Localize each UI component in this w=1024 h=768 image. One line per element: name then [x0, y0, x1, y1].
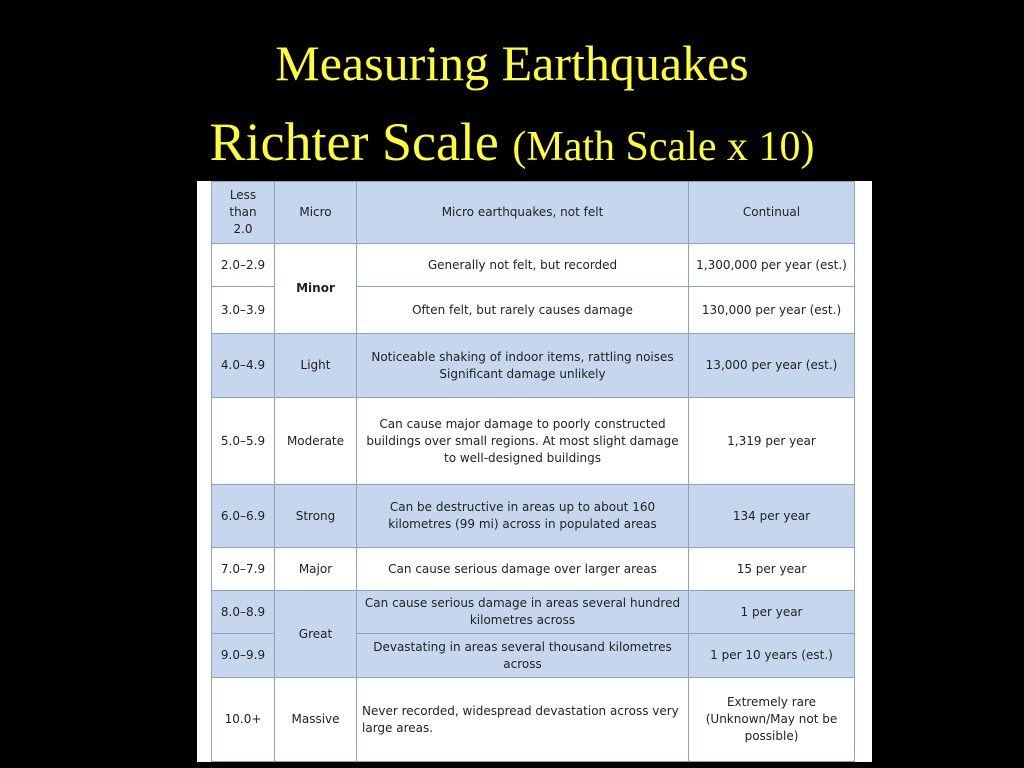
effects-cell: Can be destructive in areas up to about 160 kilometres (99 mi) across in populated areas	[357, 485, 689, 548]
frequency-cell: 134 per year	[689, 485, 855, 548]
frequency-cell: Extremely rare (Unknown/May not be possible)	[689, 678, 855, 762]
magnitude-cell: Less than 2.0	[212, 182, 275, 244]
table-row	[212, 591, 855, 634]
table-row	[212, 182, 855, 244]
effects-cell: Noticeable shaking of indoor items, rattling noises Significant damage unlikely	[357, 334, 689, 398]
magnitude-cell: 7.0–7.9	[212, 548, 275, 591]
magnitude-cell: 2.0–2.9	[212, 244, 275, 287]
effects-cell: Never recorded, widespread devastation across very large areas.	[357, 678, 689, 762]
class-cell: Micro	[275, 182, 357, 244]
effects-cell: Often felt, but rarely causes damage	[357, 287, 689, 334]
effects-cell: Devastating in areas several thousand kilometres across	[357, 634, 689, 678]
slide-title-line2	[0, 112, 1024, 177]
table-row	[212, 485, 855, 548]
effects-cell: Generally not felt, but recorded	[357, 244, 689, 287]
magnitude-cell: 8.0–8.9	[212, 591, 275, 634]
magnitude-cell: 6.0–6.9	[212, 485, 275, 548]
class-cell: Light	[275, 334, 357, 398]
table-row	[212, 398, 855, 485]
frequency-cell: 1,300,000 per year (est.)	[689, 244, 855, 287]
math-scale-subtitle: (Math Scale x 10)	[512, 124, 815, 170]
frequency-cell: 15 per year	[689, 548, 855, 591]
class-cell: Great	[275, 591, 357, 678]
table-row	[212, 244, 855, 287]
frequency-cell: 13,000 per year (est.)	[689, 334, 855, 398]
effects-cell: Micro earthquakes, not felt	[357, 182, 689, 244]
class-cell: Massive	[275, 678, 357, 762]
effects-cell: Can cause serious damage over larger areas	[357, 548, 689, 591]
class-cell: Strong	[275, 485, 357, 548]
frequency-cell: 1 per 10 years (est.)	[689, 634, 855, 678]
magnitude-cell: 10.0+	[212, 678, 275, 762]
frequency-cell: Continual	[689, 182, 855, 244]
frequency-cell: 1,319 per year	[689, 398, 855, 485]
class-cell: Moderate	[275, 398, 357, 485]
richter-scale-table	[211, 181, 855, 762]
class-cell: Minor	[275, 244, 357, 334]
effects-cell: Can cause major damage to poorly constructed buildings over small regions. At most slight damage to well-designed buildings	[357, 398, 689, 485]
table-row	[212, 334, 855, 398]
magnitude-cell: 3.0–3.9	[212, 287, 275, 334]
table-row	[212, 548, 855, 591]
richter-scale-title: Richter Scale	[209, 112, 499, 172]
frequency-cell: 1 per year	[689, 591, 855, 634]
magnitude-cell: 4.0–4.9	[212, 334, 275, 398]
table-row	[212, 678, 855, 762]
frequency-cell: 130,000 per year (est.)	[689, 287, 855, 334]
class-cell: Major	[275, 548, 357, 591]
magnitude-cell: 5.0–5.9	[212, 398, 275, 485]
richter-table-panel	[197, 181, 872, 762]
effects-cell: Can cause serious damage in areas several hundred kilometres across	[357, 591, 689, 634]
magnitude-cell: 9.0–9.9	[212, 634, 275, 678]
slide-title-line1: Measuring Earthquakes	[275, 35, 749, 91]
